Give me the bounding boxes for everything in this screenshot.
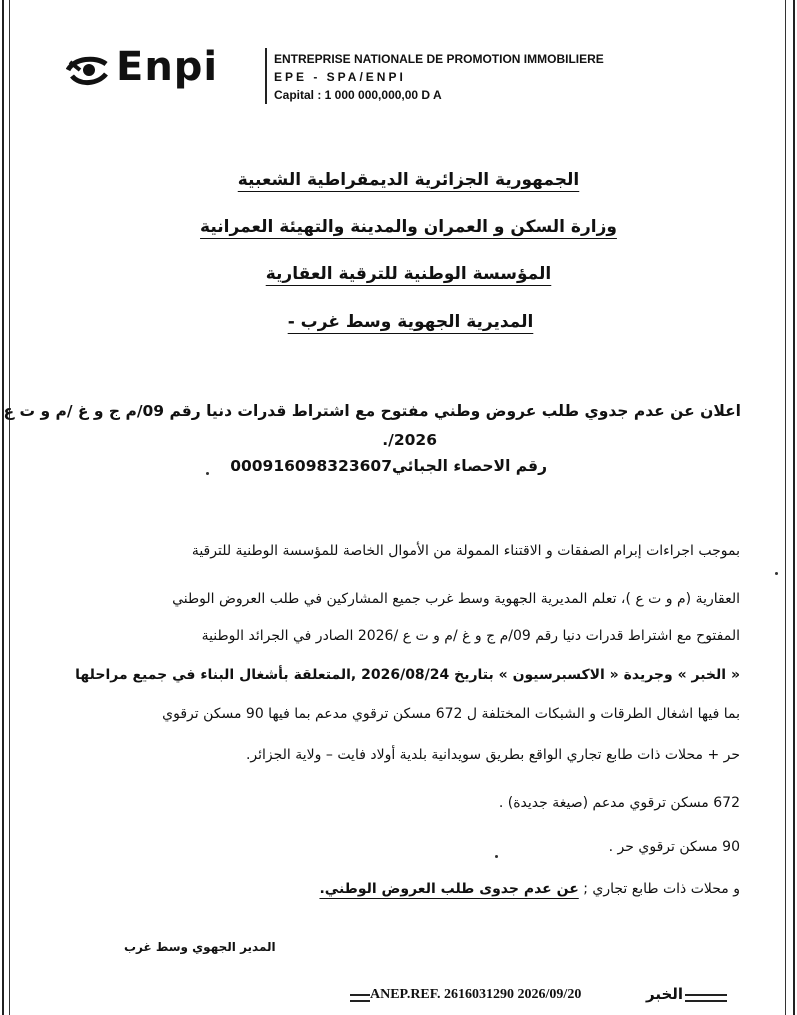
list-item-2: 90 مسكن ترقوي حر . [608, 839, 740, 855]
capital: Capital : 1 000 000,000,00 D A [274, 88, 442, 102]
body-line-5: بما فيها اشغال الطرقات و الشبكات المختلفة ل 672 مسكن ترقوي مدعم بما فيها 90 مسكن ترقوي [162, 706, 740, 722]
scan-speck [775, 572, 778, 575]
list-item-3-prefix: و محلات ذات طابع تجاري ; [583, 881, 740, 897]
list-item-3 [319, 881, 740, 897]
body-line-1: بموجب اجراءات إبرام الصفقات و الاقتناء الممولة من الأموال الخاصة للمؤسسة الوطنية للترقية [191, 543, 740, 559]
tax-id: رقم الاحصاء الجبائي000916098323607 [230, 457, 547, 475]
body-line-3: المفتوح مع اشتراط قدرات دنيا رقم 09/م ج و غ /م و ت ع /2026 الصادر في الجرائد الوطنية [201, 628, 740, 644]
company-info [274, 50, 604, 104]
title-directorate: المديرية الجهوية وسط غرب - [287, 312, 534, 332]
header-divider [265, 48, 267, 104]
footer-rule-right [685, 994, 727, 1002]
right-border-decoration [785, 0, 795, 1015]
list-item-3-emphasis: عن عدم جدوى طلب العروض الوطني. [319, 881, 579, 897]
scan-speck [206, 472, 209, 475]
left-border-decoration [2, 0, 10, 1015]
title-ministry: وزارة السكن و العمران والمدينة والتهيئة العمرانية [200, 217, 617, 237]
footer-mark: الخبر [646, 985, 684, 1003]
body-line-6: حر + محلات ذات طابع تجاري الواقع بطريق سويدانية بلدية أولاد فايت – ولاية الجزائر. [245, 747, 740, 763]
enpi-logo-icon [66, 52, 110, 88]
footer-reference: ANEP.REF. 2616031290 2026/09/20 [370, 987, 582, 1002]
signature-block: المدير الجهوي وسط غرب [124, 940, 276, 954]
list-item-1: 672 مسكن ترقوي مدعم (صيغة جديدة) . [498, 795, 740, 811]
company-logo [66, 44, 236, 98]
company-name: ENTREPRISE NATIONALE DE PROMOTION IMMOBILIERE [274, 52, 604, 66]
legal-form: EPE - SPA/ENPI [274, 70, 406, 84]
brand-name: Enpi [116, 44, 219, 90]
title-agency: المؤسسة الوطنية للترقية العقارية [265, 264, 552, 284]
body-line-2: العقارية (م و ت ع )، تعلم المديرية الجهوية وسط غرب جميع المشاركين في طلب العروض الوطني [172, 591, 740, 607]
body-line-4: « الخبر » وجريدة « الاكسبرسيون » بتاريخ 2026/08/24 ,المتعلقة بأشغال البناء في جميع مراحلها [75, 667, 740, 683]
scan-speck [495, 855, 498, 858]
announcement-heading: اعلان عن عدم جدوي طلب عروض وطني مفتوح مع اشتراط قدرات دنيا رقم 09/م ج و غ /م و ت ع [3, 402, 741, 420]
title-republic: الجمهورية الجزائرية الديمقراطية الشعبية [237, 170, 580, 190]
footer-rule-left [350, 994, 370, 1002]
announcement-year: 2026/. [382, 431, 437, 449]
footer [330, 984, 730, 1006]
